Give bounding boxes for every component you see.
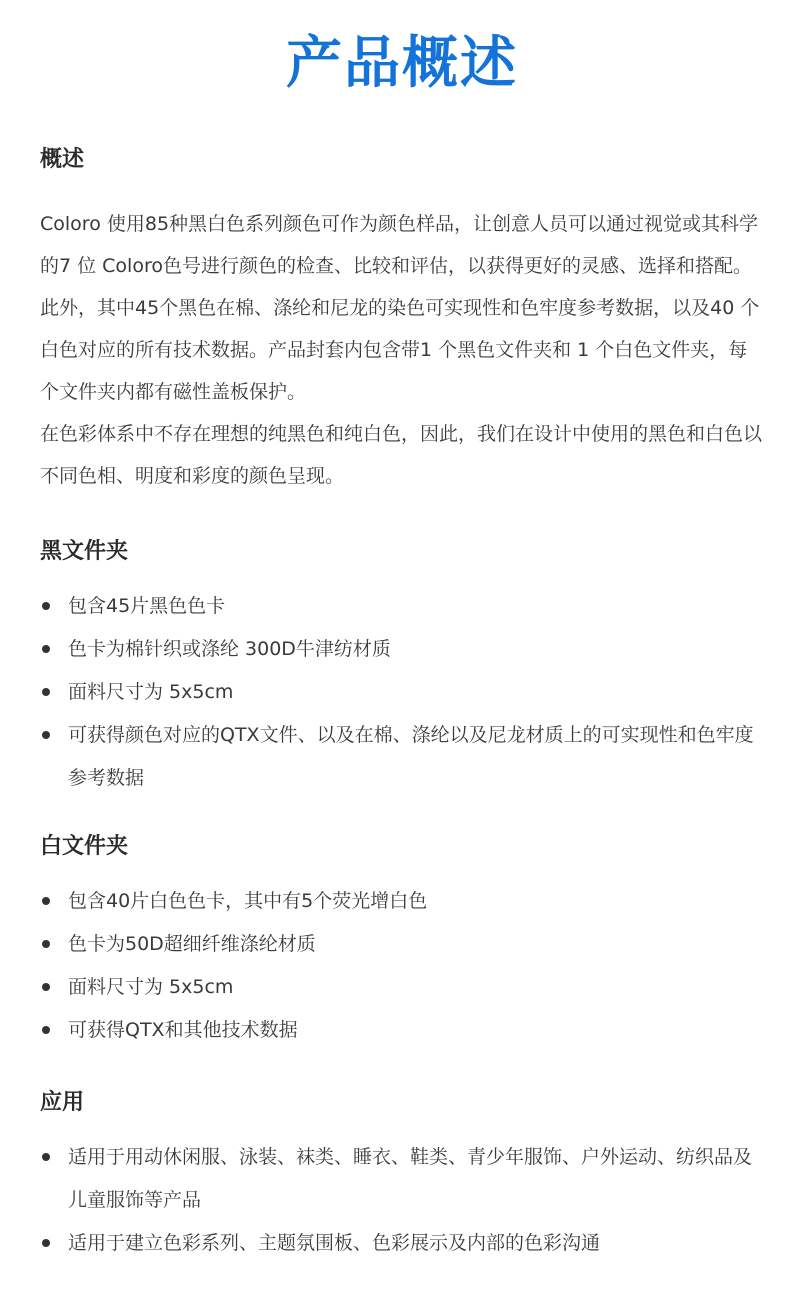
list-item-text: 色卡为50D超细纤维涤纶材质 — [68, 933, 316, 955]
list-item-text: 可获得颜色对应的QTX文件、以及在棉、涤纶以及尼龙材质上的可实现性和色牢度参考数据 — [68, 724, 754, 789]
overview-heading: 概述 — [40, 147, 85, 172]
application-heading: 应用 — [40, 1090, 85, 1115]
bullet-dot-icon — [42, 983, 50, 991]
list-item-text: 面料尺寸为 5x5cm — [68, 976, 234, 998]
list-item — [40, 628, 764, 671]
list-item — [40, 880, 764, 923]
overview-paragraph: 在色彩体系中不存在理想的纯黑色和纯白色，因此，我们在设计中使用的黑色和白色以不同色相、明度和彩度的颜色呈现。 — [40, 423, 763, 487]
list-item — [40, 671, 764, 714]
list-item — [40, 1009, 764, 1052]
list-item — [40, 966, 764, 1009]
list-item — [40, 1136, 764, 1222]
bullet-dot-icon — [42, 688, 50, 696]
bullet-dot-icon — [42, 731, 50, 739]
overview-paragraph: 此外，其中45个黑色在棉、涤纶和尼龙的染色可实现性和色牢度参考数据，以及40 个白色对应的所有技术数据。产品封套内包含带1 个黑色文件夹和 1 个白色文件夹，每个文件夹内都有磁性盖板保护。 — [40, 297, 760, 403]
bullet-dot-icon — [42, 1239, 50, 1247]
bullet-dot-icon — [42, 1026, 50, 1034]
list-item — [40, 714, 764, 800]
list-item-text: 包含40片白色色卡，其中有5个荧光增白色 — [68, 890, 428, 912]
black-folder-heading: 黑文件夹 — [40, 539, 129, 564]
list-item — [40, 585, 764, 628]
bullet-dot-icon — [42, 1153, 50, 1161]
bullet-dot-icon — [42, 897, 50, 905]
list-item-text: 包含45片黑色色卡 — [68, 595, 226, 617]
bullet-dot-icon — [42, 940, 50, 948]
list-item-text: 面料尺寸为 5x5cm — [68, 681, 234, 703]
list-item-text: 适用于建立色彩系列、主题氛围板、色彩展示及内部的色彩沟通 — [68, 1232, 601, 1254]
application-list — [40, 1136, 764, 1265]
white-folder-heading: 白文件夹 — [40, 834, 129, 859]
list-item — [40, 1222, 764, 1265]
overview-paragraph: Coloro 使用85种黑白色系列颜色可作为颜色样品，让创意人员可以通过视觉或其科学的7 位 Coloro色号进行颜色的检查、比较和评估，以获得更好的灵感、选择和搭配。 — [40, 213, 759, 277]
bullet-dot-icon — [42, 602, 50, 610]
list-item — [40, 923, 764, 966]
black-folder-list — [40, 585, 764, 800]
list-item-text: 可获得QTX和其他技术数据 — [68, 1019, 298, 1041]
bullet-dot-icon — [42, 645, 50, 653]
list-item-text: 适用于用动休闲服、泳装、袜类、睡衣、鞋类、青少年服饰、户外运动、纺织品及儿童服饰等产品 — [68, 1146, 753, 1211]
page-title: 产品概述 — [286, 31, 518, 96]
overview-paragraphs — [40, 203, 764, 497]
list-item-text: 色卡为棉针织或涤纶 300D牛津纺材质 — [68, 638, 391, 660]
white-folder-list — [40, 880, 764, 1052]
